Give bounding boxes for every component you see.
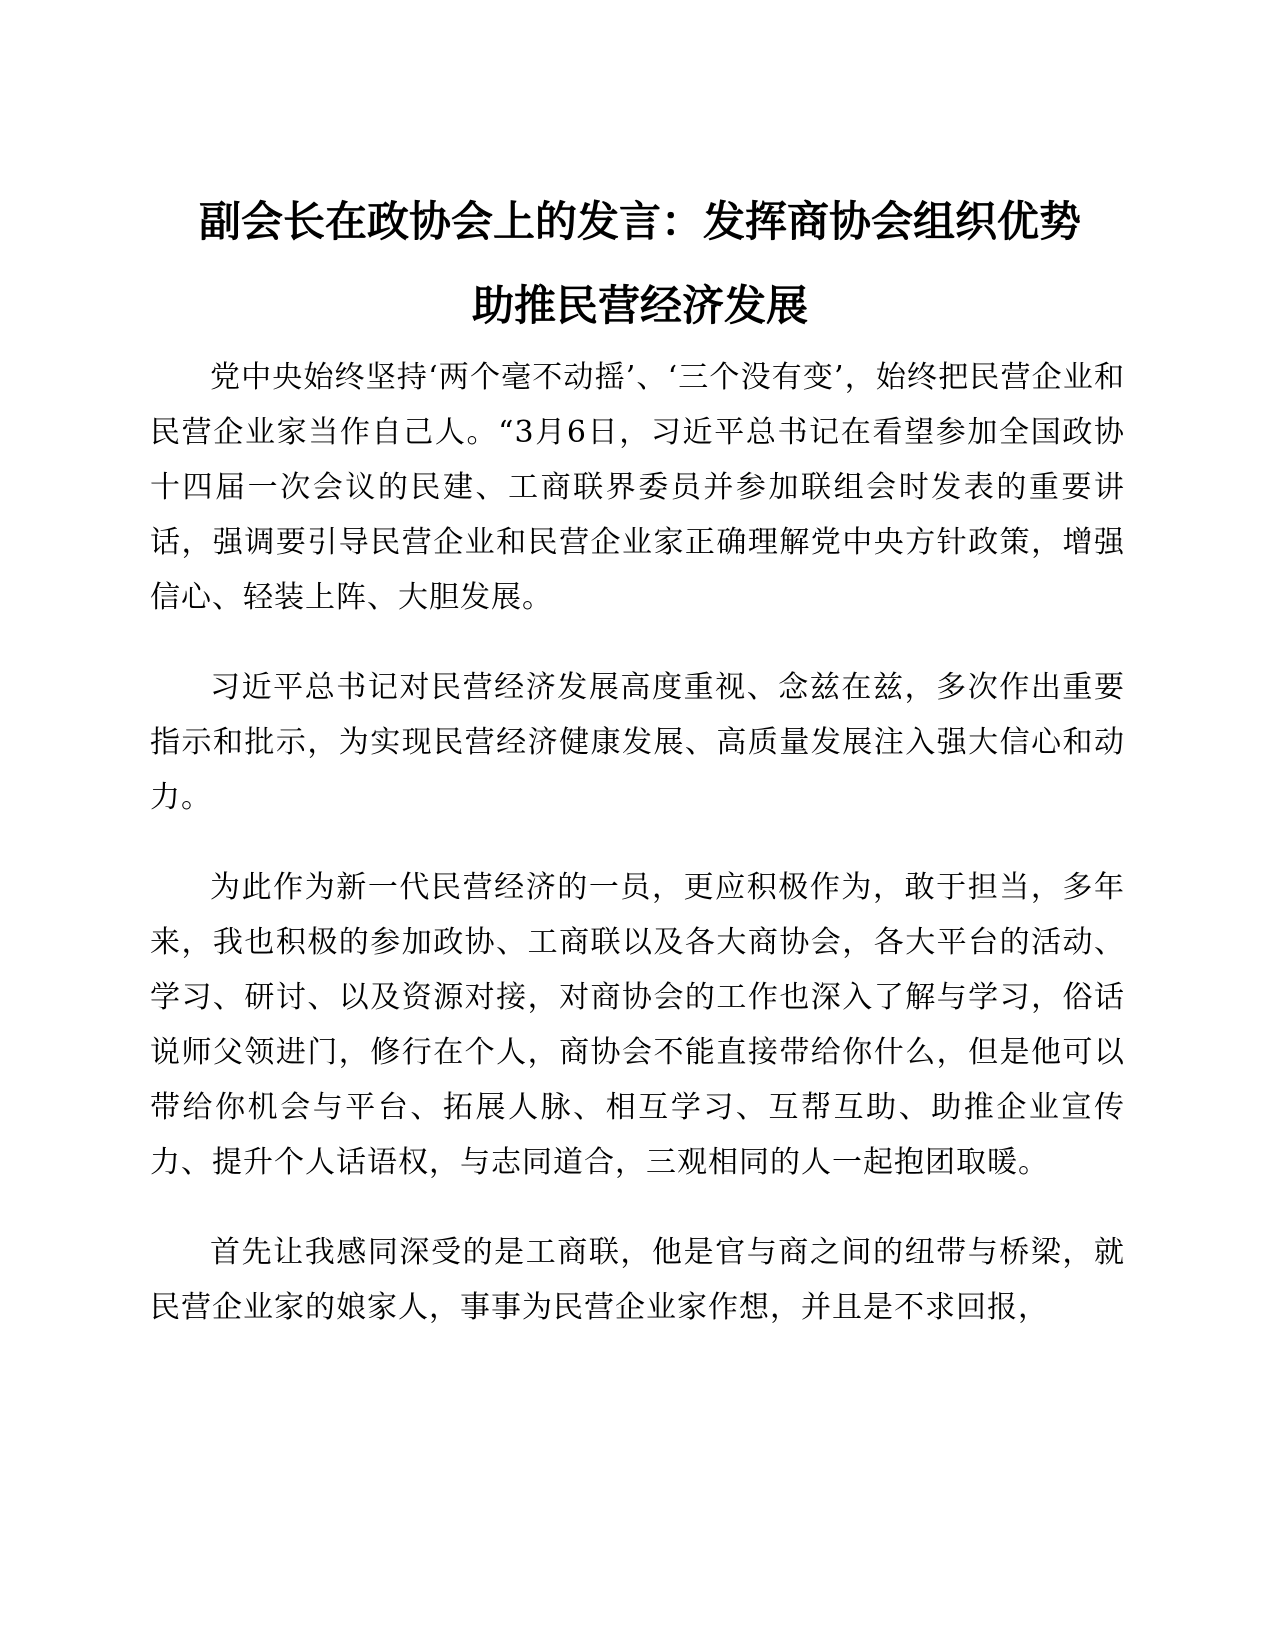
paragraph-2: 习近平总书记对民营经济发展高度重视、念兹在兹，多次作出重要指示和批示，为实现民营经济健康发展、高质量发展注入强大信心和动力。 — [150, 670, 1125, 815]
document-title — [140, 180, 1140, 348]
title-line-1: 副会长在政协会上的发言：发挥商协会组织优势 — [198, 197, 1081, 246]
paragraph-4: 首先让我感同深受的是工商联，他是官与商之间的纽带与桥梁，就民营企业家的娘家人，事事为民营企业家作想，并且是不求回报， — [150, 1235, 1125, 1325]
title-line-2: 助推民营经济发展 — [471, 281, 808, 330]
paragraph-1: 党中央始终坚持‘两个毫不动摇’、‘三个没有变’，始终把民营企业和民营企业家当作自己人。“3月6日，习近平总书记在看望参加全国政协十四届一次会议的民建、工商联界委员并参加联组会时发表的重要讲话，强调要引导民营企业和民营企业家正确理解党中央方针政策，增强信心、轻装上阵、大胆发展。 — [150, 360, 1125, 615]
paragraph-3: 为此作为新一代民营经济的一员，更应积极作为，敢于担当，多年来，我也积极的参加政协、工商联以及各大商协会，各大平台的活动、学习、研讨、以及资源对接，对商协会的工作也深入了解与学习，俗话说师父领进门，修行在个人，商协会不能直接带给你什么，但是他可以带给你机会与平台、拓展人脉、相互学习、互帮互助、助推企业宣传力、提升个人话语权，与志同道合，三观相同的人一起抱团取暖。 — [150, 870, 1125, 1180]
document-body — [150, 350, 1125, 1370]
